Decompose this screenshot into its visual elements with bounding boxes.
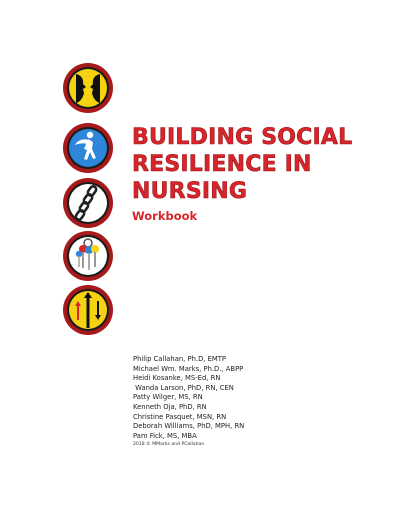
author-1: Philip Callahan, Ph.D, EMTP <box>133 355 227 363</box>
author-8: Deborah Williams, PhD, MPH, RN <box>133 422 245 431</box>
arrows-icon <box>62 284 114 336</box>
author-6: Kenneth Oja, PhD, RN <box>133 402 207 411</box>
title-line-3: NURSING <box>132 179 248 204</box>
badge-face-profiles <box>62 62 114 114</box>
badge-arrows <box>62 284 114 336</box>
badge-walking-figure <box>62 122 114 174</box>
face-profiles-icon <box>62 62 114 114</box>
title-line-2: RESILIENCE IN <box>132 152 312 177</box>
author-3: Heidi Kosanke, MS-Ed, RN <box>133 374 221 383</box>
title-line-1: BUILDING SOCIAL <box>132 125 353 150</box>
author-7: Christine Pasquet, MSN, RN <box>133 412 227 421</box>
author-9: Pam Fick, MS, MBA <box>133 431 197 440</box>
subtitle: Workbook <box>132 209 198 223</box>
copyright: 2018 © MMarks and PCallahan <box>133 442 205 448</box>
keys-icon <box>62 230 114 282</box>
badge-keys <box>62 230 114 282</box>
walking-figure-icon <box>62 122 114 174</box>
author-2: Michael Wm. Marks, Ph.D., ABPP <box>133 364 244 373</box>
badge-chain <box>62 177 114 229</box>
author-4: Wanda Larson, PhD, RN, CEN <box>133 383 234 392</box>
title-block <box>132 124 394 223</box>
author-list <box>133 355 373 448</box>
chain-link-icon <box>62 177 114 229</box>
author-5: Patty Wilger, MS, RN <box>133 393 203 402</box>
